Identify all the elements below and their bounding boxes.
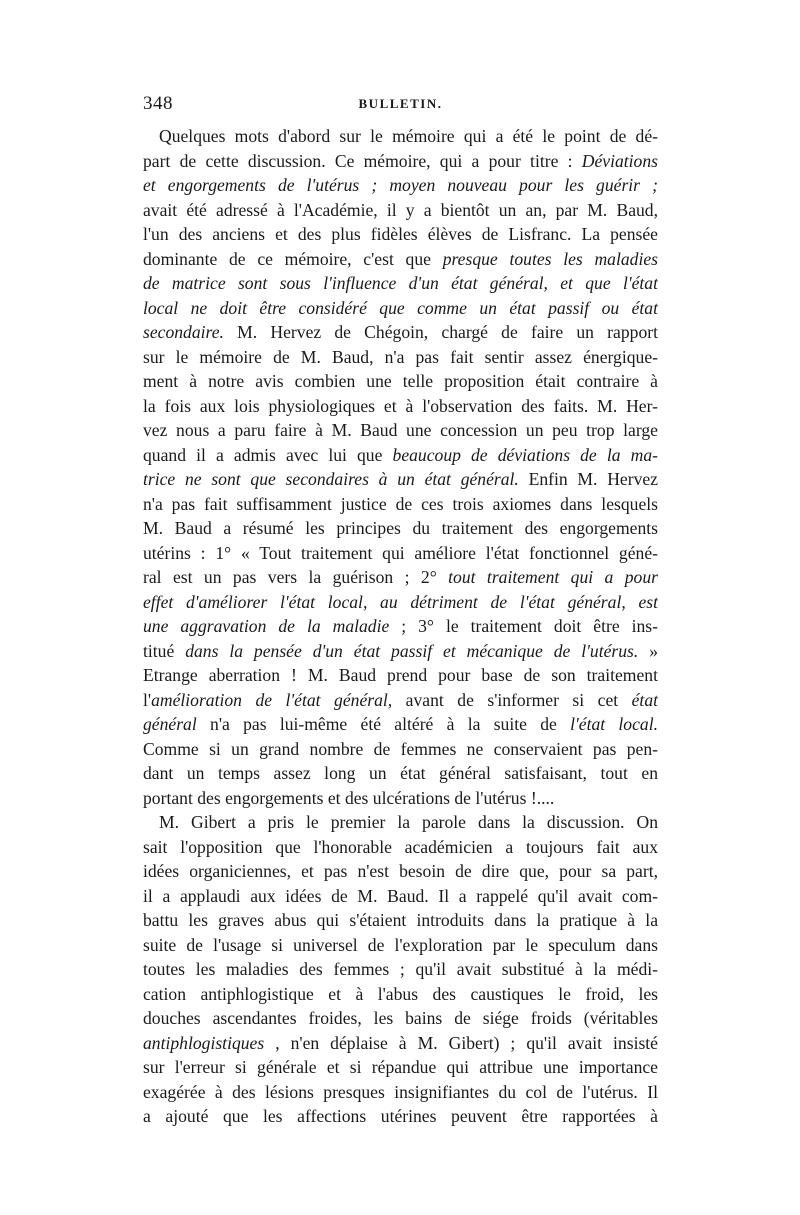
italic-text: Déviations — [581, 150, 658, 171]
italic-text: effet d'améliorer l'état local, au détriment de l'état général, est — [143, 591, 658, 612]
italic-text: secondaire. — [143, 322, 224, 342]
text-line — [143, 1055, 658, 1080]
text-run: idées organiciennes, et pas n'est besoin de dire que, pour sa part, — [143, 861, 658, 881]
text-run: M. Baud a résumé les principes du traitement des engorgements — [143, 518, 658, 538]
text-line — [143, 320, 658, 345]
text-run: vez nous a paru faire à M. Baud une concession un peu trop large — [143, 420, 658, 440]
body-text — [143, 124, 658, 1129]
text-line — [143, 1031, 658, 1056]
text-line — [143, 1104, 658, 1129]
text-run: quand il a admis avec lui que — [143, 444, 393, 465]
italic-text: tout traitement qui a pour — [448, 567, 658, 587]
text-run: Quelques mots d'abord sur le mémoire qui a été le point de dé- — [159, 126, 658, 146]
italic-text: beaucoup de déviations de la ma- — [392, 444, 658, 465]
text-line — [143, 345, 658, 370]
text-run: M. Hervez de Chégoin, chargé de faire un rapport — [223, 322, 658, 342]
italic-text: et engorgements de l'utérus ; moyen nouveau pour les guérir ; — [143, 175, 658, 195]
text-line — [143, 247, 658, 272]
text-run: n'a pas fait suffisamment justice de ces trois axiomes dans lesquels — [143, 493, 658, 514]
text-line — [143, 908, 658, 933]
text-run: dant un temps assez long un état général satisfaisant, tout en — [143, 763, 658, 783]
text-run: exagérée à des lésions presques insignifiantes du col de l'utérus. Il — [143, 1081, 658, 1102]
text-line — [143, 149, 658, 174]
text-run: battu les graves abus qui s'étaient introduits dans la pratique à la — [143, 910, 658, 930]
text-run: la fois aux lois physiologiques et à l'observation des faits. M. Her- — [143, 395, 658, 416]
text-run: l' — [143, 689, 152, 710]
text-run: n'a pas lui-même été altéré à la suite de — [196, 714, 571, 734]
italic-text: état — [631, 689, 658, 710]
text-line — [143, 1006, 658, 1031]
page-number: 348 — [143, 93, 173, 114]
text-run: ment à notre avis combien une telle proposition était contraire à — [143, 371, 658, 391]
italic-text: amélioration de l'état général, — [151, 689, 393, 710]
text-line — [143, 222, 658, 247]
text-run: M. Gibert a pris le premier la parole dans la discussion. On — [159, 812, 658, 832]
text-run: Etrange aberration ! M. Baud prend pour base de son traitement — [143, 665, 658, 685]
text-line — [143, 173, 658, 198]
text-run: Comme si un grand nombre de femmes ne conservaient pas pen- — [143, 738, 658, 759]
text-run: part de cette discussion. Ce mémoire, qui a pour titre : — [143, 150, 582, 171]
text-run: titué — [143, 640, 186, 661]
text-run: ral est un pas vers la guérison ; 2° — [143, 567, 449, 587]
text-run: utérins : 1° « Tout traitement qui améliore l'état fonctionnel géné- — [143, 542, 658, 563]
text-line — [143, 492, 658, 517]
text-run: douches ascendantes froides, les bains de siége froids (véritables — [143, 1008, 658, 1028]
text-run: dominante de ce mémoire, c'est que — [143, 248, 443, 269]
text-line — [143, 394, 658, 419]
text-line — [143, 516, 658, 541]
text-line — [143, 639, 658, 664]
text-run: toutes les maladies des femmes ; qu'il avait substitué à la médi- — [143, 959, 658, 979]
text-line — [143, 443, 658, 468]
text-line — [143, 1080, 658, 1105]
text-run: sur l'erreur si générale et si répandue qui attribue une importance — [143, 1057, 658, 1077]
italic-text: antiphlogistiques — [143, 1032, 265, 1053]
text-run: sait l'opposition que l'honorable académicien a toujours fait aux — [143, 836, 658, 857]
text-line — [143, 198, 658, 223]
running-title: BULLETIN. — [358, 96, 443, 111]
text-run: l'un des anciens et des plus fidèles élèves de Lisfranc. La pensée — [143, 224, 658, 244]
text-line — [143, 982, 658, 1007]
text-run: cation antiphlogistique et à l'abus des caustiques le froid, les — [143, 983, 658, 1004]
text-line — [143, 124, 658, 149]
text-run: » — [638, 640, 658, 661]
text-line — [143, 614, 658, 639]
text-run: a ajouté que les affections utérines peuvent être rapportées à — [143, 1106, 658, 1126]
text-line — [143, 590, 658, 615]
text-line — [143, 957, 658, 982]
italic-text: général — [143, 714, 197, 734]
text-line — [143, 835, 658, 860]
text-run: Enfin M. Hervez — [518, 469, 658, 489]
text-line — [143, 737, 658, 762]
text-line — [143, 884, 658, 909]
text-line — [143, 369, 658, 394]
italic-text: une aggravation de la maladie — [143, 616, 390, 636]
text-run: suite de l'usage si universel de l'exploration par le speculum dans — [143, 934, 658, 955]
italic-text: presque toutes les maladies — [442, 248, 658, 269]
text-line — [143, 933, 658, 958]
italic-text: trice ne sont que secondaires à un état général. — [143, 469, 519, 489]
text-line — [143, 271, 658, 296]
text-line — [143, 712, 658, 737]
text-line — [143, 467, 658, 492]
text-line — [143, 565, 658, 590]
text-run: ; 3° le traitement doit être ins- — [389, 616, 658, 636]
text-line — [143, 761, 658, 786]
italic-text: l'état local. — [570, 714, 658, 734]
text-run: avant de s'informer si cet — [392, 689, 632, 710]
text-line — [143, 786, 658, 811]
italic-text: local ne doit être considéré que comme un état passif ou état — [143, 297, 658, 318]
text-run: , n'en déplaise à M. Gibert) ; qu'il avait insisté — [264, 1032, 658, 1053]
text-line — [143, 859, 658, 884]
italic-text: de matrice sont sous l'influence d'un état général, et que l'état — [143, 273, 658, 293]
text-line — [143, 418, 658, 443]
text-line — [143, 810, 658, 835]
text-line — [143, 688, 658, 713]
text-line — [143, 296, 658, 321]
text-line — [143, 541, 658, 566]
italic-text: dans la pensée d'un état passif et mécanique de l'utérus. — [185, 640, 639, 661]
text-line — [143, 663, 658, 688]
page-header — [143, 93, 658, 119]
text-run: avait été adressé à l'Académie, il y a bientôt un an, par M. Baud, — [143, 199, 658, 220]
text-run: il a applaudi aux idées de M. Baud. Il a rappelé qu'il avait com- — [143, 885, 658, 906]
text-run: portant des engorgements et des ulcérations de l'utérus !.... — [143, 787, 555, 808]
text-run: sur le mémoire de M. Baud, n'a pas fait sentir assez énergique- — [143, 346, 658, 367]
